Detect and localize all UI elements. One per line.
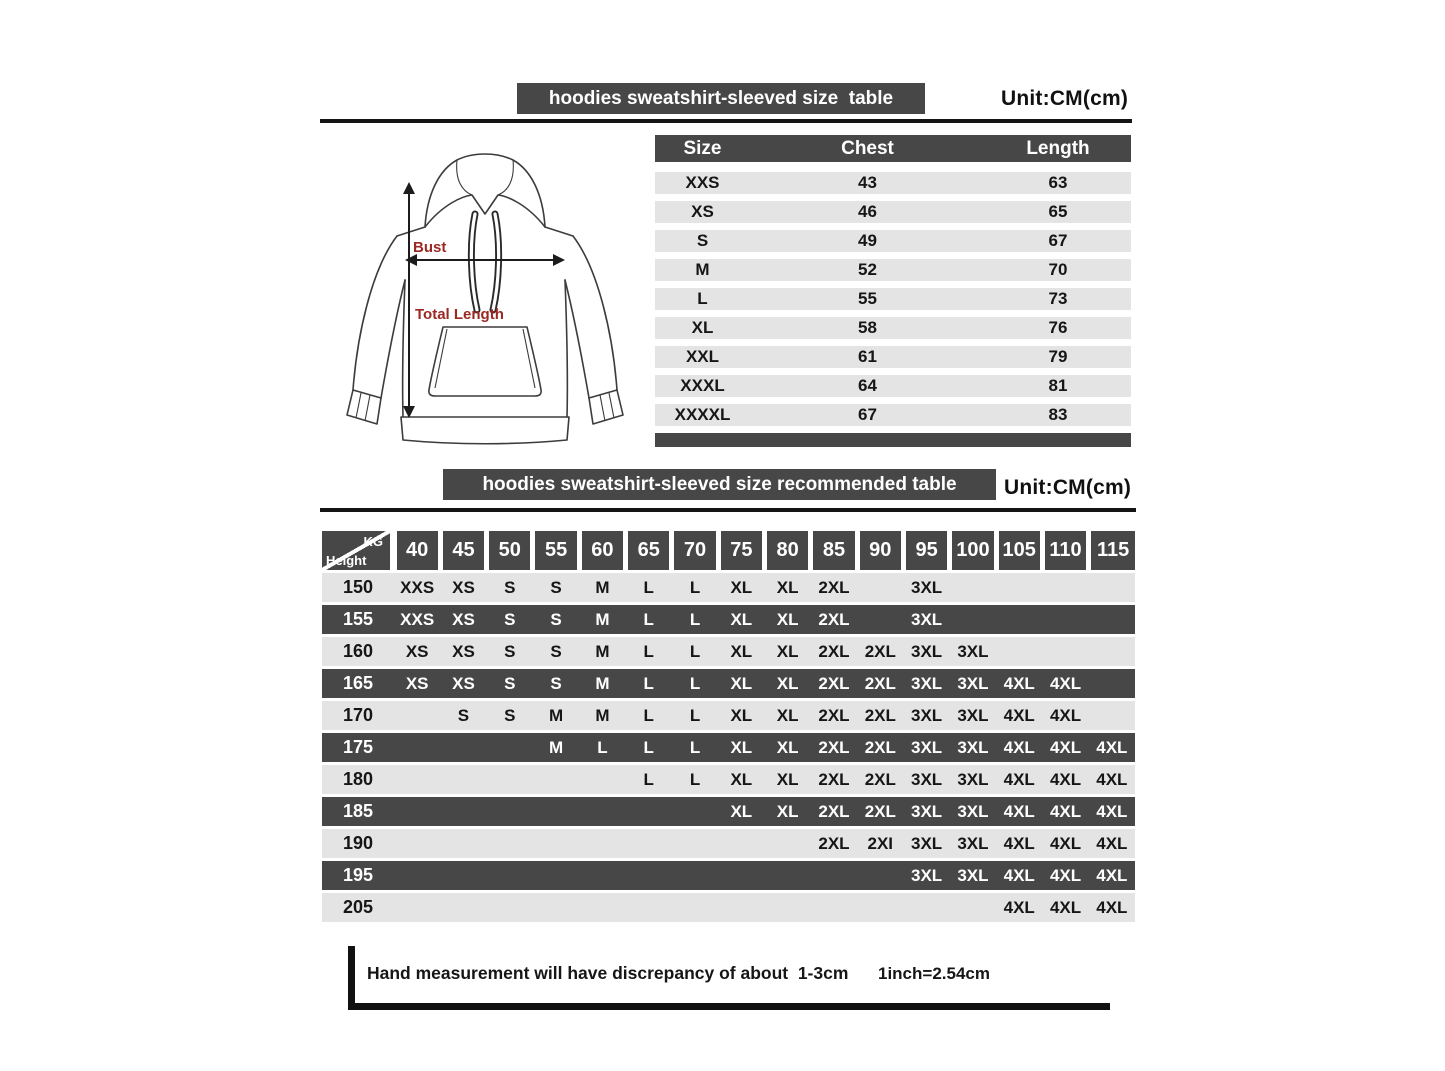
matrix-cell: 2XL [864, 705, 896, 725]
matrix-cell: 4XL [1096, 801, 1128, 821]
length-cell: 70 [1048, 260, 1068, 279]
length-cell: 63 [1048, 173, 1068, 192]
matrix-cell: 3XL [957, 705, 989, 725]
size-table-row [655, 259, 1131, 281]
matrix-cell: S [550, 673, 562, 693]
height-label: 170 [342, 705, 374, 725]
matrix-cell: 4XL [1003, 769, 1035, 789]
divider-line-2 [320, 508, 1136, 512]
total-length-label: Total Length [415, 306, 504, 323]
collar-outline [425, 195, 545, 227]
size-table-title-bar: hoodies sweatshirt-sleeved size table [517, 83, 925, 114]
matrix-cell: M [595, 641, 610, 661]
matrix-cell: 2XL [818, 833, 850, 853]
matrix-cell: 2XL [818, 673, 850, 693]
matrix-cell: S [550, 641, 562, 661]
matrix-cell: L [689, 577, 701, 597]
matrix-cell: 3XL [911, 801, 943, 821]
matrix-cell: 3XL [911, 609, 943, 629]
matrix-cell: XXS [400, 577, 435, 597]
matrix-row [322, 893, 1135, 922]
height-label: 150 [342, 577, 374, 597]
matrix-cell: 3XL [957, 801, 989, 821]
matrix-row [322, 573, 1135, 602]
weight-header-cell: 100 [952, 531, 993, 570]
length-cell: 65 [1048, 202, 1068, 221]
matrix-cell: 4XL [1003, 673, 1035, 693]
length-cell: 76 [1048, 318, 1068, 337]
height-label: 185 [342, 801, 374, 821]
bust-arrowhead-right [553, 254, 565, 266]
matrix-cell: 2XL [818, 577, 850, 597]
weight-header-cell: 90 [860, 531, 901, 570]
matrix-cell: 3XL [957, 737, 989, 757]
matrix-cell: M [595, 577, 610, 597]
matrix-cell: S [504, 673, 516, 693]
matrix-cell: L [597, 737, 608, 757]
matrix-cell: 3XL [957, 673, 989, 693]
matrix-header-row [322, 531, 1135, 570]
hem-band [401, 417, 569, 444]
matrix-cell: 3XL [911, 641, 943, 661]
matrix-row [322, 701, 1135, 730]
bust-label: Bust [413, 239, 447, 256]
size-table-row [655, 201, 1131, 223]
matrix-cell: L [643, 673, 654, 693]
matrix-cell: 4XL [1003, 801, 1035, 821]
hoodie-diagram [325, 132, 645, 462]
shoulder-left [397, 227, 425, 236]
matrix-cell: 4XL [1003, 705, 1035, 725]
matrix-cell: 4XL [1096, 737, 1128, 757]
matrix-cell: 4XL [1096, 865, 1128, 885]
matrix-cell: XL [730, 577, 753, 597]
matrix-cell: XL [776, 577, 799, 597]
length-cell: 79 [1048, 347, 1068, 366]
inch-conversion-note: 1inch=2.54cm [878, 964, 990, 983]
matrix-cell: 4XL [1049, 833, 1082, 853]
matrix-cell: 4XL [1049, 801, 1082, 821]
matrix-corner-cell [322, 531, 390, 570]
matrix-cell: 2XL [818, 801, 850, 821]
matrix-cell: 2XL [818, 705, 850, 725]
unit-label-1: Unit:CM(cm) [1001, 87, 1129, 110]
cuff-left-rib [356, 393, 370, 421]
footer-left-bar [348, 946, 355, 1010]
column-header-size: Size [683, 137, 722, 159]
chest-cell: 67 [858, 405, 877, 424]
weight-header-cell: 45 [443, 531, 484, 570]
matrix-cell: XL [730, 641, 753, 661]
matrix-cell: L [689, 705, 701, 725]
size-cell: M [695, 260, 710, 279]
matrix-cell: 3XL [911, 577, 943, 597]
matrix-cell: 2XL [864, 801, 896, 821]
matrix-cell: 2XL [818, 609, 850, 629]
size-table-row [655, 317, 1131, 339]
size-table-row [655, 230, 1131, 252]
height-label: 160 [342, 641, 374, 661]
matrix-cell: 4XL [1096, 833, 1128, 853]
size-table [655, 135, 1131, 447]
size-cell: L [697, 289, 708, 308]
weight-header-cell: 85 [813, 531, 854, 570]
matrix-cell: L [643, 737, 654, 757]
cuff-right [589, 390, 623, 424]
matrix-cell: S [550, 577, 562, 597]
matrix-row [322, 669, 1135, 698]
chest-cell: 64 [858, 376, 877, 395]
matrix-cell: 2XL [818, 769, 850, 789]
matrix-cell: 4XL [1049, 865, 1082, 885]
shoulder-right [545, 227, 573, 236]
weight-header-cell: 60 [582, 531, 623, 570]
matrix-cell: XL [776, 705, 799, 725]
cuff-left [347, 390, 381, 424]
height-label: 195 [342, 865, 374, 885]
matrix-cell: L [643, 609, 654, 629]
matrix-cell: L [689, 769, 701, 789]
chest-cell: 43 [858, 173, 877, 192]
matrix-cell: 4XL [1003, 897, 1035, 917]
matrix-cell: XXS [400, 609, 435, 629]
matrix-cell: XL [730, 673, 753, 693]
length-cell: 83 [1048, 405, 1068, 424]
weight-header-cell: 55 [535, 531, 576, 570]
matrix-cell: XL [730, 769, 753, 789]
matrix-cell: S [550, 609, 562, 629]
matrix-cell: S [504, 577, 516, 597]
divider-line-1 [320, 119, 1132, 123]
matrix-cell: 2XL [864, 641, 896, 661]
matrix-cell: 2XL [864, 737, 896, 757]
matrix-cell: 3XL [957, 865, 989, 885]
matrix-cell: XS [405, 673, 429, 693]
size-cell: XXL [685, 347, 720, 366]
height-label: 180 [342, 769, 374, 789]
matrix-cell: L [643, 577, 654, 597]
matrix-row [322, 861, 1135, 890]
chest-cell: 58 [858, 318, 877, 337]
chest-cell: 55 [858, 289, 877, 308]
height-label: 190 [342, 833, 374, 853]
chest-cell: 46 [858, 202, 877, 221]
body-left-seam [403, 280, 405, 417]
matrix-cell: 3XL [911, 769, 943, 789]
hood-outline [425, 154, 545, 227]
matrix-cell: XL [730, 801, 753, 821]
unit-label-2: Unit:CM(cm) [1004, 476, 1132, 499]
matrix-row [322, 733, 1135, 762]
matrix-cell: 4XL [1049, 897, 1082, 917]
matrix-cell: M [549, 705, 564, 725]
matrix-cell: XL [776, 609, 799, 629]
weight-header-cell: 95 [906, 531, 947, 570]
corner-kg-label: KG [363, 534, 383, 549]
matrix-cell: XL [776, 769, 799, 789]
matrix-cell: 3XL [957, 641, 989, 661]
chest-cell: 49 [858, 231, 877, 250]
size-table-row [655, 404, 1131, 426]
matrix-cell: XS [452, 641, 475, 661]
matrix-cell: M [595, 673, 610, 693]
matrix-cell: 3XL [957, 769, 989, 789]
chest-cell: 61 [858, 347, 877, 366]
matrix-cell: 4XL [1003, 865, 1035, 885]
weight-header-cell: 65 [628, 531, 669, 570]
matrix-cell: L [689, 737, 701, 757]
matrix-row [322, 637, 1135, 666]
height-label: 165 [342, 673, 374, 693]
matrix-cell: XL [776, 641, 799, 661]
weight-header-cell: 75 [721, 531, 762, 570]
matrix-cell: 4XL [1096, 769, 1128, 789]
size-cell: XL [691, 318, 714, 337]
height-label: 205 [342, 897, 374, 917]
matrix-cell: 2XL [864, 673, 896, 693]
matrix-cell: 4XL [1049, 769, 1082, 789]
matrix-row [322, 765, 1135, 794]
matrix-row [322, 605, 1135, 634]
matrix-cell: 2XL [818, 737, 850, 757]
matrix-cell: 2XL [818, 641, 850, 661]
length-cell: 81 [1048, 376, 1068, 395]
sleeve-left-outer [353, 236, 397, 390]
matrix-cell: XL [776, 673, 799, 693]
matrix-cell: L [689, 609, 701, 629]
matrix-cell: 4XL [1049, 705, 1082, 725]
size-table-row [655, 346, 1131, 368]
size-cell: XXXXL [674, 405, 731, 424]
size-cell: S [696, 231, 709, 250]
matrix-cell: XL [730, 705, 753, 725]
size-cell: XXS [685, 173, 720, 192]
matrix-cell: 3XL [911, 705, 943, 725]
matrix-cell: L [689, 673, 701, 693]
matrix-cell: 3XL [957, 833, 989, 853]
matrix-cell: 2XL [864, 769, 896, 789]
sleeve-left-inner [381, 280, 405, 398]
matrix-cell: 4XL [1003, 833, 1035, 853]
size-cell: XXXL [680, 376, 725, 395]
recommended-table-title-bar: hoodies sweatshirt-sleeved size recommended table [443, 469, 996, 500]
matrix-cell: 3XL [911, 865, 943, 885]
matrix-cell: M [595, 705, 610, 725]
matrix-cell: XS [452, 577, 475, 597]
sleeve-right-inner [565, 280, 589, 398]
matrix-cell: 4XL [1049, 673, 1082, 693]
matrix-cell: 2XI [867, 833, 894, 853]
body-right-seam [565, 280, 567, 417]
size-table-row [655, 172, 1131, 194]
length-cell: 67 [1048, 231, 1068, 250]
matrix-cell: XL [730, 609, 753, 629]
weight-header-cell: 40 [397, 531, 438, 570]
size-table-row [655, 288, 1131, 310]
matrix-cell: XL [776, 737, 799, 757]
hood-inner-left [457, 160, 472, 195]
weight-header-cell: 105 [999, 531, 1040, 570]
weight-header-cell: 70 [674, 531, 715, 570]
column-header-length: Length [1026, 137, 1090, 159]
matrix-cell: 3XL [911, 673, 943, 693]
matrix-cell: XS [452, 609, 475, 629]
total-length-arrowhead-top [403, 182, 415, 194]
footer-bottom-bar [348, 1003, 1110, 1010]
matrix-cell: M [595, 609, 610, 629]
size-cell: XS [691, 202, 714, 221]
size-table-rows [655, 172, 1131, 426]
matrix-cell: 4XL [1096, 897, 1128, 917]
matrix-cell: XL [730, 737, 753, 757]
matrix-cell: 4XL [1049, 737, 1082, 757]
matrix-cell: M [549, 737, 564, 757]
size-table-header [655, 135, 1131, 162]
matrix-cell: S [504, 641, 516, 661]
size-table-footer-bar [655, 433, 1131, 447]
matrix-row [322, 829, 1135, 858]
sleeve-right-outer [573, 236, 617, 390]
matrix-cell: XS [452, 673, 475, 693]
matrix-cell: S [504, 705, 516, 725]
matrix-cell: L [689, 641, 701, 661]
height-label: 155 [342, 609, 374, 629]
matrix-row [322, 797, 1135, 826]
matrix-cell: L [643, 705, 654, 725]
weight-header-cell: 50 [489, 531, 530, 570]
matrix-body [322, 573, 1135, 922]
matrix-cell: S [504, 609, 516, 629]
matrix-cell: XS [405, 641, 429, 661]
height-label: 175 [342, 737, 374, 757]
matrix-cell: L [643, 769, 654, 789]
matrix-cell: S [457, 705, 470, 725]
weight-header-cell: 80 [767, 531, 808, 570]
matrix-cell: 3XL [911, 833, 943, 853]
matrix-cell: 3XL [911, 737, 943, 757]
hood-inner-right [498, 160, 513, 195]
matrix-cell: 4XL [1003, 737, 1035, 757]
size-table-row [655, 375, 1131, 397]
recommended-size-matrix [322, 531, 1135, 925]
column-header-chest: Chest [841, 137, 894, 159]
weight-header-cell: 110 [1045, 531, 1086, 570]
matrix-cell: L [643, 641, 654, 661]
corner-height-label: Height [326, 553, 367, 568]
weight-header-cell: 115 [1091, 531, 1135, 570]
length-cell: 73 [1048, 289, 1068, 308]
measurement-note: Hand measurement will have discrepancy of about 1-3cm [367, 963, 849, 983]
matrix-cell: XL [776, 801, 799, 821]
chest-cell: 52 [858, 260, 877, 279]
cuff-right-rib [600, 393, 614, 421]
